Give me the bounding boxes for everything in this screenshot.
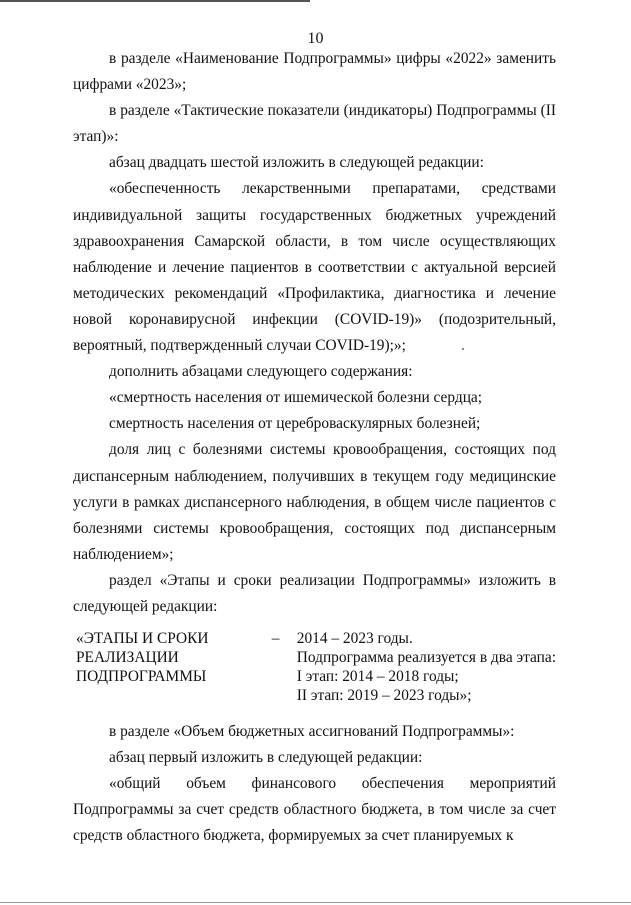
paragraph-ischemic-mortality: «смертность населения от ишемической болезни сердца; xyxy=(109,389,483,407)
stages-value-line: I этап: 2014 – 2018 годы; xyxy=(296,668,459,686)
stages-label-column xyxy=(73,629,272,705)
page-number: 10 xyxy=(307,30,324,47)
stages-period: 2014 – 2023 годы. xyxy=(296,630,413,648)
paragraph-cerebrovascular-mortality: смертность населения от цереброваскулярных болезней; xyxy=(109,415,481,433)
paragraph-tactical-indicators: в разделе «Тактические показатели (индикаторы) Подпрограммы (II этап)»: xyxy=(73,102,556,146)
stages-period-line xyxy=(272,629,556,648)
stages-dash: – xyxy=(271,630,280,648)
paragraph-twenty-sixth: абзац двадцать шестой изложить в следующей редакции: xyxy=(109,154,484,172)
paragraph-budget-section: в разделе «Объем бюджетных ассигнований Подпрограммы»: xyxy=(109,723,515,741)
stages-label-line: «ЭТАПЫ И СРОКИ xyxy=(76,630,209,648)
stages-label-line: ПОДПРОГРАММЫ xyxy=(76,668,207,686)
paragraph-total-funding: «общий объем финансового обеспечения мероприятий Подпрограммы за счет средств областного бюджета, в том числе за счет средств областного бюджета, формируемых за счет планируемых к xyxy=(73,775,556,845)
document-body xyxy=(73,46,556,850)
stages-value-column xyxy=(272,629,556,705)
paragraph-stages-section: раздел «Этапы и сроки реализации Подпрограммы» изложить в следующей редакции: xyxy=(73,571,556,615)
paragraph-first-paragraph: абзац первый изложить в следующей редакции: xyxy=(109,749,423,767)
stages-value-line: Подпрограмма реализуется в два этапа: xyxy=(296,649,556,667)
stages-value-line: II этап: 2019 – 2023 годы»; xyxy=(296,687,472,705)
stages-schedule-block xyxy=(73,629,556,705)
paragraph-name-change: в разделе «Наименование Подпрограммы» цифры «2022» заменить цифрами «2023»; xyxy=(73,50,556,94)
stages-label-line: РЕАЛИЗАЦИИ xyxy=(76,649,179,667)
scan-edge-bottom xyxy=(0,902,631,903)
paragraph-add-clauses: дополнить абзацами следующего содержания: xyxy=(109,363,413,381)
scan-edge-top xyxy=(0,0,310,2)
paragraph-dispensary-share: доля лиц с болезнями системы кровообращения, состоящих под диспансерным наблюдением, получивших в текущем году медицинские услуги в рамках диспансерного наблюдения, в общем числе пациентов с болезнями системы кровообращения, состоящих под диспансерным наблюдением»; xyxy=(73,441,556,563)
scan-speck xyxy=(462,348,464,350)
paragraph-provision-quote: «обеспеченность лекарственными препаратами, средствами индивидуальной защиты государственных бюджетных учреждений здравоохранения Самарской области, в том числе осуществляющих наблюдение и лечение пациентов в соответствии с актуальной версией методических рекомендаций «Профилактика, диагностика и лечение новой коронавирусной инфекции (COVID-19)» (подозрительный, вероятный, подтвержденный случаи COVID-19);»; xyxy=(73,180,556,355)
